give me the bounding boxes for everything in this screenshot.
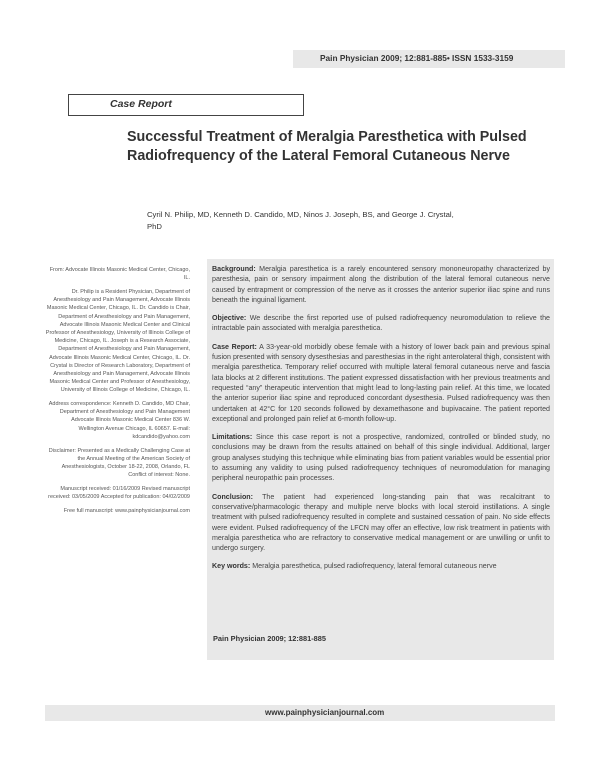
limitations-text: Since this case report is not a prospective, randomized, controlled or blinded study, no conclusions may be drawn from the results attained on behalf of this single individual. Additional, larger group analyses studying this technique while eliminating bias from patient variables would be essential prior to assuming any validity to using pulsed radiofrequency techniques of neuromodulation for managing peripheral neuropathic pain processes. bbox=[212, 433, 550, 483]
journal-citation: Pain Physician 2009; 12:881-885• ISSN 1533-3159 bbox=[320, 53, 514, 63]
abstract-keywords bbox=[212, 561, 550, 571]
keywords-label: Key words: bbox=[212, 562, 251, 571]
objective-label: Objective: bbox=[212, 314, 247, 323]
limitations-label: Limitations: bbox=[212, 433, 253, 442]
author-affiliations: Dr. Philip is a Resident Physician, Department of Anesthesiology and Pain Management, Advocate Illinois Masonic Medical Center, Chicago, IL. Dr. Candido is Chair, Department of Anesthesiology and Pain Management, Advocate Illinois Masonic Medical Center and Clinical Professor of Anesthesiology, University of Illinois College of Medicine, Chicago, IL. Joseph is a Research Associate, Department of Anesthesiology and Pain Management, Advocate Illinois Masonic Medical Center, Chicago, IL. Dr. Crystal is Director of Research Laboratory, Department of Anesthesiology and Pain Management, Advocate Illinois Masonic Medical Center and Professor of Anesthesiology, University of Illinois College of Medicine, Chicago, IL. bbox=[45, 288, 190, 394]
abstract-background bbox=[212, 264, 550, 305]
conclusion-label: Conclusion: bbox=[212, 492, 253, 501]
abstract-citation: Pain Physician 2009; 12:881-885 bbox=[213, 634, 326, 643]
from-institution: From: Advocate Illinois Masonic Medical Center, Chicago, IL. bbox=[49, 267, 190, 282]
abstract-text bbox=[212, 264, 550, 580]
case-report-text: A 33-year-old morbidly obese female with a history of lower back pain and previous spinal fusion presented with sensory dysesthesias and paresthesias in the right anterolateral thigh, consistent with meralgia paresthetica. Temporary relief occurred with multiple lateral femoral cutaneous nerve and fascia lata blocks at 2 different institutions. The patient expressed dissatisfaction with her previous treatments and requested “any” therapeutic intervention that might lead to long-lasting pain relief. At this time, we located the anterior superior iliac spine and reproduced concordant dysesthesia. Pulsed radiofrequency was then undertaken at 42°C for 120 seconds followed by dexamethasone and bupivacaine. The patient reported exceptional and prolonged pain relief at 6-month follow-up. bbox=[212, 342, 550, 423]
manuscript-dates: Manuscript received: 01/16/2009 Revised manuscript received: 03/05/2009 Accepted for publication: 04/02/2009 bbox=[48, 485, 190, 501]
abstract-objective bbox=[212, 313, 550, 334]
journal-website[interactable]: www.painphysicianjournal.com bbox=[265, 708, 385, 717]
free-manuscript-link[interactable]: Free full manuscript: www.painphysicianjournal.com bbox=[63, 507, 190, 514]
background-label: Background: bbox=[212, 265, 256, 273]
keywords-text: Meralgia paresthetica, pulsed radiofrequency, lateral femoral cutaneous nerve bbox=[252, 562, 497, 571]
case-report-label: Case Report: bbox=[212, 342, 257, 351]
article-type-label: Case Report bbox=[110, 98, 172, 110]
affiliation-sidebar bbox=[45, 266, 190, 520]
abstract-case-report bbox=[212, 342, 550, 424]
disclaimer: Disclaimer: Presented as a Medically Challenging Case at the Annual Meeting of the American Society of Anesthesiologists, October 18-22, 2008, Orlando, FL Conflict of interest: None. bbox=[48, 447, 190, 479]
correspondence-address: Address correspondence: Kenneth D. Candido, MD Chair, Department of Anesthesiology and Pain Management Advocate Illinois Masonic Medical Center 836 W. Wellington Avenue Chicago, IL 60657. E-mail: kdcandido@yahoo.com bbox=[48, 401, 190, 440]
author-list: Cyril N. Philip, MD, Kenneth D. Candido, MD, Ninos J. Joseph, BS, and George J. Crystal, PhD bbox=[147, 210, 454, 231]
objective-text: We describe the first reported use of pulsed radiofrequency neuromodulation to relieve the intractable pain associated with meralgia paresthetica. bbox=[212, 314, 550, 333]
abstract-limitations bbox=[212, 432, 550, 483]
conclusion-text: The patient had experienced long-standing pain that was recalcitrant to conservative/pharmacologic therapy and multiple nerve blocks with local steroid instillations. A single treatment with pulsed radiofrequency resulted in complete and sustained cessation of pain. No side effects were evident. Pulsed radiofrequency of the LFCN may offer an effective, low risk treatment in patients with meralgia paresthetica who are refractory to conservative medical management or are unwilling or unfit to undergo surgery. bbox=[212, 492, 551, 553]
background-text: Meralgia paresthetica is a rarely encountered sensory mononeuropathy characterized by paresthesia, pain or sensory impairment along the distribution of the lateral femoral cutaneous nerve caused by entrapment or compression of the nerve as it crosses the anterior superior iliac spine and runs beneath the inguinal ligament. bbox=[212, 265, 550, 304]
article-type-box bbox=[68, 94, 304, 116]
article-title: Successful Treatment of Meralgia Paresthetica with Pulsed Radiofrequency of the Lateral Femoral Cutaneous Nerve bbox=[127, 129, 527, 164]
abstract-conclusion bbox=[212, 492, 550, 554]
